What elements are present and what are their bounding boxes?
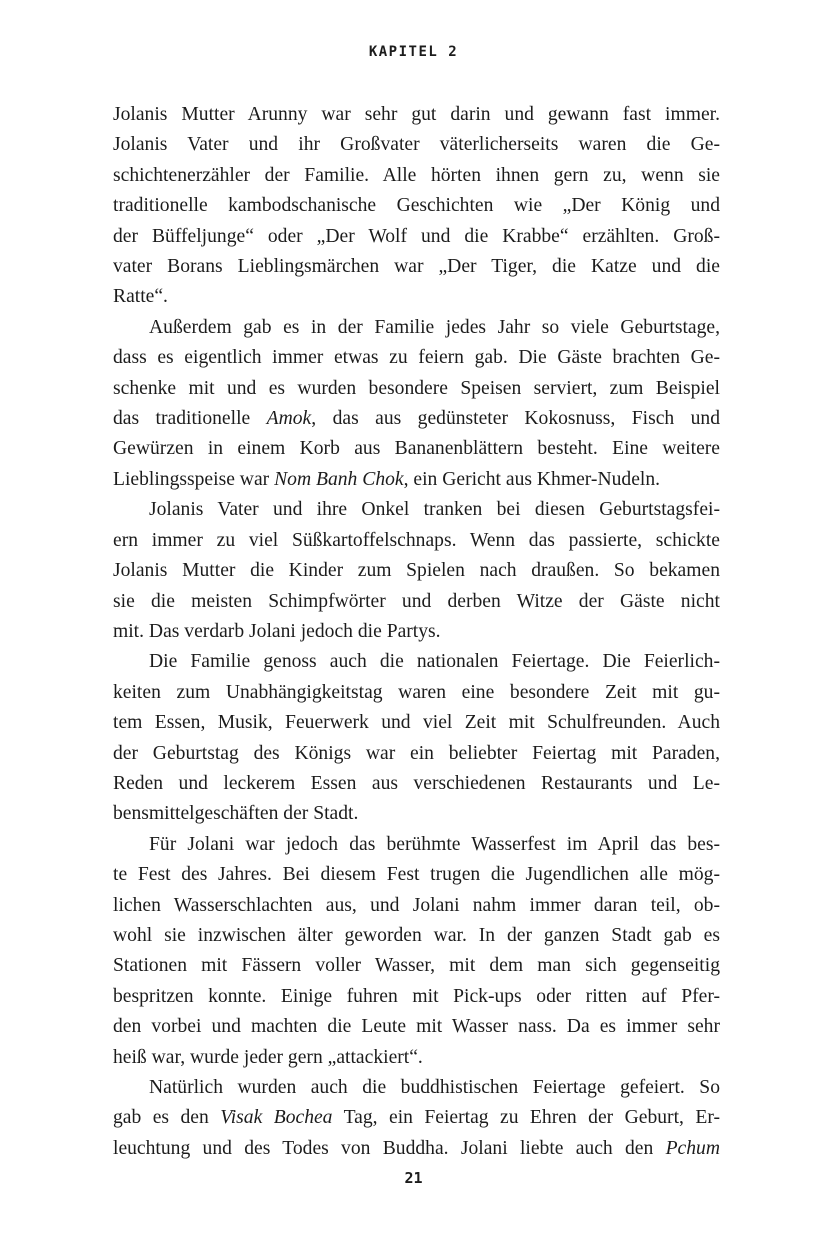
text-line: Ratte“. xyxy=(113,286,168,308)
text-line xyxy=(113,465,720,495)
text-line: Jolanis Mutter Arunny war sehr gut darin und gewann fast immer. xyxy=(113,104,720,125)
text-run: Tag, ein Feiertag zu Ehren der Geburt, Er- xyxy=(332,1107,720,1129)
text-run: , das aus gedünsteter Kokosnuss, Fisch und xyxy=(311,408,720,430)
italic-term: Amok xyxy=(266,408,312,430)
text-line: wohl sie inzwischen älter geworden war. In der ganzen Stadt gab es xyxy=(113,924,720,946)
text-line: Stationen mit Fässern voller Wasser, mit dem man sich gegenseitig xyxy=(113,955,720,977)
text-line: schenke mit und es wurden besondere Speisen serviert, zum Beispiel xyxy=(113,377,720,399)
text-line: Außerdem gab es in der Familie jedes Jahr so viele Geburtstage, xyxy=(149,316,720,338)
text-line: vater Borans Lieblingsmärchen war „Der Tiger, die Katze und die xyxy=(113,256,720,278)
text-line: Reden und leckerem Essen aus verschiedenen Restaurants und Le- xyxy=(113,772,720,794)
text-line: traditionelle kambodschanische Geschichten wie „Der König und xyxy=(113,195,720,217)
body-text xyxy=(113,100,720,1164)
text-line xyxy=(113,1103,720,1133)
text-line: Gewürzen in einem Korb aus Bananenblättern besteht. Eine weitere xyxy=(113,438,720,460)
text-run: , ein Gericht aus Khmer-Nudeln. xyxy=(403,468,661,490)
text-line: heiß war, wurde jeder gern „attackiert“. xyxy=(113,1046,423,1068)
text-run: gab es den xyxy=(113,1107,221,1129)
text-line: sie die meisten Schimpfwörter und derben Witze der Gäste nicht xyxy=(113,590,720,612)
text-line: lichen Wasserschlachten aus, und Jolani nahm immer daran teil, ob- xyxy=(113,894,720,916)
text-line: der Büffeljunge“ oder „Der Wolf und die Krabbe“ erzählten. Groß- xyxy=(113,225,720,247)
page-number: 21 xyxy=(404,1169,423,1187)
text-line: te Fest des Jahres. Bei diesem Fest trugen die Jugendlichen alle mög- xyxy=(113,864,720,886)
text-line: bespritzen konnte. Einige fuhren mit Pick-ups oder ritten auf Pfer- xyxy=(113,985,720,1007)
text-run: Lieblingsspeise war xyxy=(113,468,275,490)
text-line: den vorbei und machten die Leute mit Wasser nass. Da es immer sehr xyxy=(113,1016,720,1038)
text-line: keiten zum Unabhängigkeitstag waren eine besondere Zeit mit gu- xyxy=(113,681,720,703)
italic-term: Nom Banh Chok xyxy=(274,468,404,490)
text-line: schichtenerzähler der Familie. Alle hörten ihnen gern zu, wenn sie xyxy=(113,164,720,186)
text-line: tem Essen, Musik, Feuerwerk und viel Zeit mit Schulfreunden. Auch xyxy=(113,712,720,734)
text-line: der Geburtstag des Königs war ein beliebter Feiertag mit Paraden, xyxy=(113,742,720,764)
italic-term: Visak Bochea xyxy=(220,1107,333,1129)
text-line: Die Familie genoss auch die nationalen Feiertage. Die Feierlich- xyxy=(149,651,720,673)
text-line: Natürlich wurden auch die buddhistischen Feiertage gefeiert. So xyxy=(149,1077,720,1098)
italic-term: Pchum xyxy=(665,1137,720,1159)
text-line xyxy=(113,404,720,434)
text-run: das traditionelle xyxy=(113,408,267,430)
text-line: Jolanis Vater und ihr Großvater väterlicherseits waren die Ge- xyxy=(113,134,720,156)
text-line: dass es eigentlich immer etwas zu feiern gab. Die Gäste brachten Ge- xyxy=(113,347,720,369)
text-run: leuchtung und des Todes von Buddha. Jolani liebte auch den xyxy=(113,1137,666,1159)
text-line: Jolanis Mutter die Kinder zum Spielen nach draußen. So bekamen xyxy=(113,560,720,582)
text-line: Jolanis Vater und ihre Onkel tranken bei diesen Geburtstagsfei- xyxy=(149,499,720,521)
text-line xyxy=(113,1134,720,1164)
text-line: mit. Das verdarb Jolani jedoch die Partys. xyxy=(113,620,441,642)
text-line: Für Jolani war jedoch das berühmte Wasserfest im April das bes- xyxy=(149,833,720,855)
text-line: ern immer zu viel Süßkartoffelschnaps. Wenn das passierte, schickte xyxy=(113,529,720,551)
running-head: KAPITEL 2 xyxy=(368,44,459,60)
text-line: bensmittelgeschäften der Stadt. xyxy=(113,803,359,825)
